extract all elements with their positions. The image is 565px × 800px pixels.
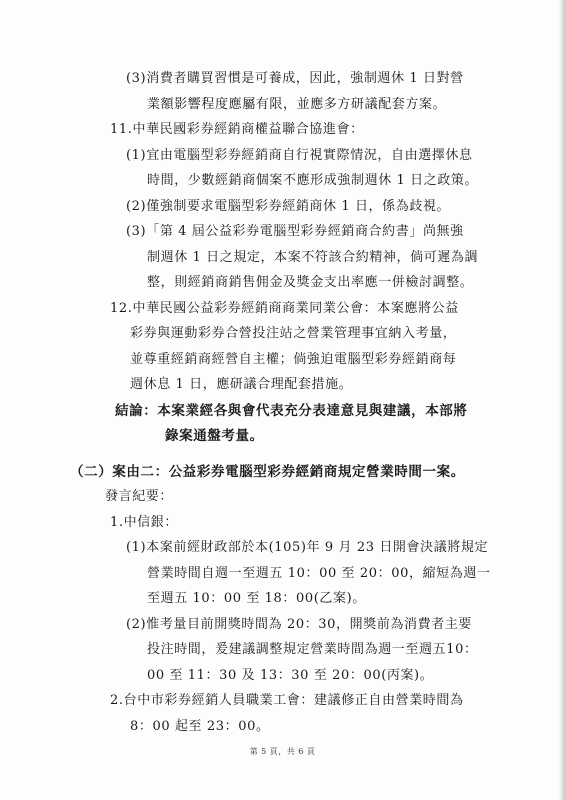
text-line: (3)「第 4 屆公益彩券電腦型彩券經銷商合約書」尚無強 [126,224,464,239]
text-line: 11.中華民國彩券經銷商權益聯合協進會： [110,122,364,137]
text-line: (3)消費者購買習慣是可養成，因此，強制週休 1 日對營 [126,71,464,86]
text-line: 發言紀要： [105,489,174,504]
text-line: (1)本案前經財政部於本(105)年 9 月 23 日開會決議將規定 [126,540,489,555]
text-line: 時間，少數經銷商個案不應形成強制週休 1 日之政策。 [147,173,479,188]
text-line: 業額影響程度應屬有限，並應多方研議配套方案。 [147,97,447,112]
text-line: 12.中華民國公益彩券經銷商商業同業公會：本案應將公益 [110,301,459,316]
conclusion-line: 結論：本案業經各與會代表充分表達意見與建議，本部將 [115,403,468,419]
text-line: 整，則經銷商銷售佣金及獎金支出率應一併檢討調整。 [147,275,474,290]
text-line: (2)僅強制要求電腦型彩券經銷商休 1 日，係為歧視。 [126,199,451,214]
scan-edge [559,0,565,800]
text-line: (1)宜由電腦型彩券經銷商自行視實際情況，自由選擇休息 [126,148,473,163]
text-line: 至週五 10：00 至 18：00(乙案)。 [147,591,366,606]
text-line: 8：00 起至 23：00。 [130,719,270,734]
text-line: 營業時間自週一至週五 10：00 至 20：00，縮短為週一 [147,566,491,581]
text-line: (2)惟考量目前開獎時間為 20：30，開獎前為消費者主要 [126,617,473,632]
text-line: 00 至 11：30 及 13：30 至 20：00(丙案)。 [147,668,434,683]
text-line: 並尊重經銷商經營自主權；倘強迫電腦型彩券經銷商每 [130,352,457,367]
text-line: 週休息 1 日，應研議合理配套措施。 [130,377,353,392]
text-line: 1.中信銀： [110,515,179,530]
page-footer: 第 5 頁，共 6 頁 [249,747,316,756]
text-line: 制週休 1 日之規定，本案不符該合約精神，倘可遲為調 [147,250,479,265]
text-line: 投注時間，爰建議調整規定營業時間為週一至週五10： [147,642,478,657]
section-heading: （二）案由二：公益彩券電腦型彩券經銷商規定營業時間一案。 [70,464,465,480]
text-line: 彩券與運動彩券合營投注站之營業管理事宜納入考量， [130,326,457,341]
text-line: 2.台中市彩券經銷人員職業工會：建議修正自由營業時間為 [110,693,464,708]
conclusion-line: 錄案通盤考量。 [165,428,264,444]
